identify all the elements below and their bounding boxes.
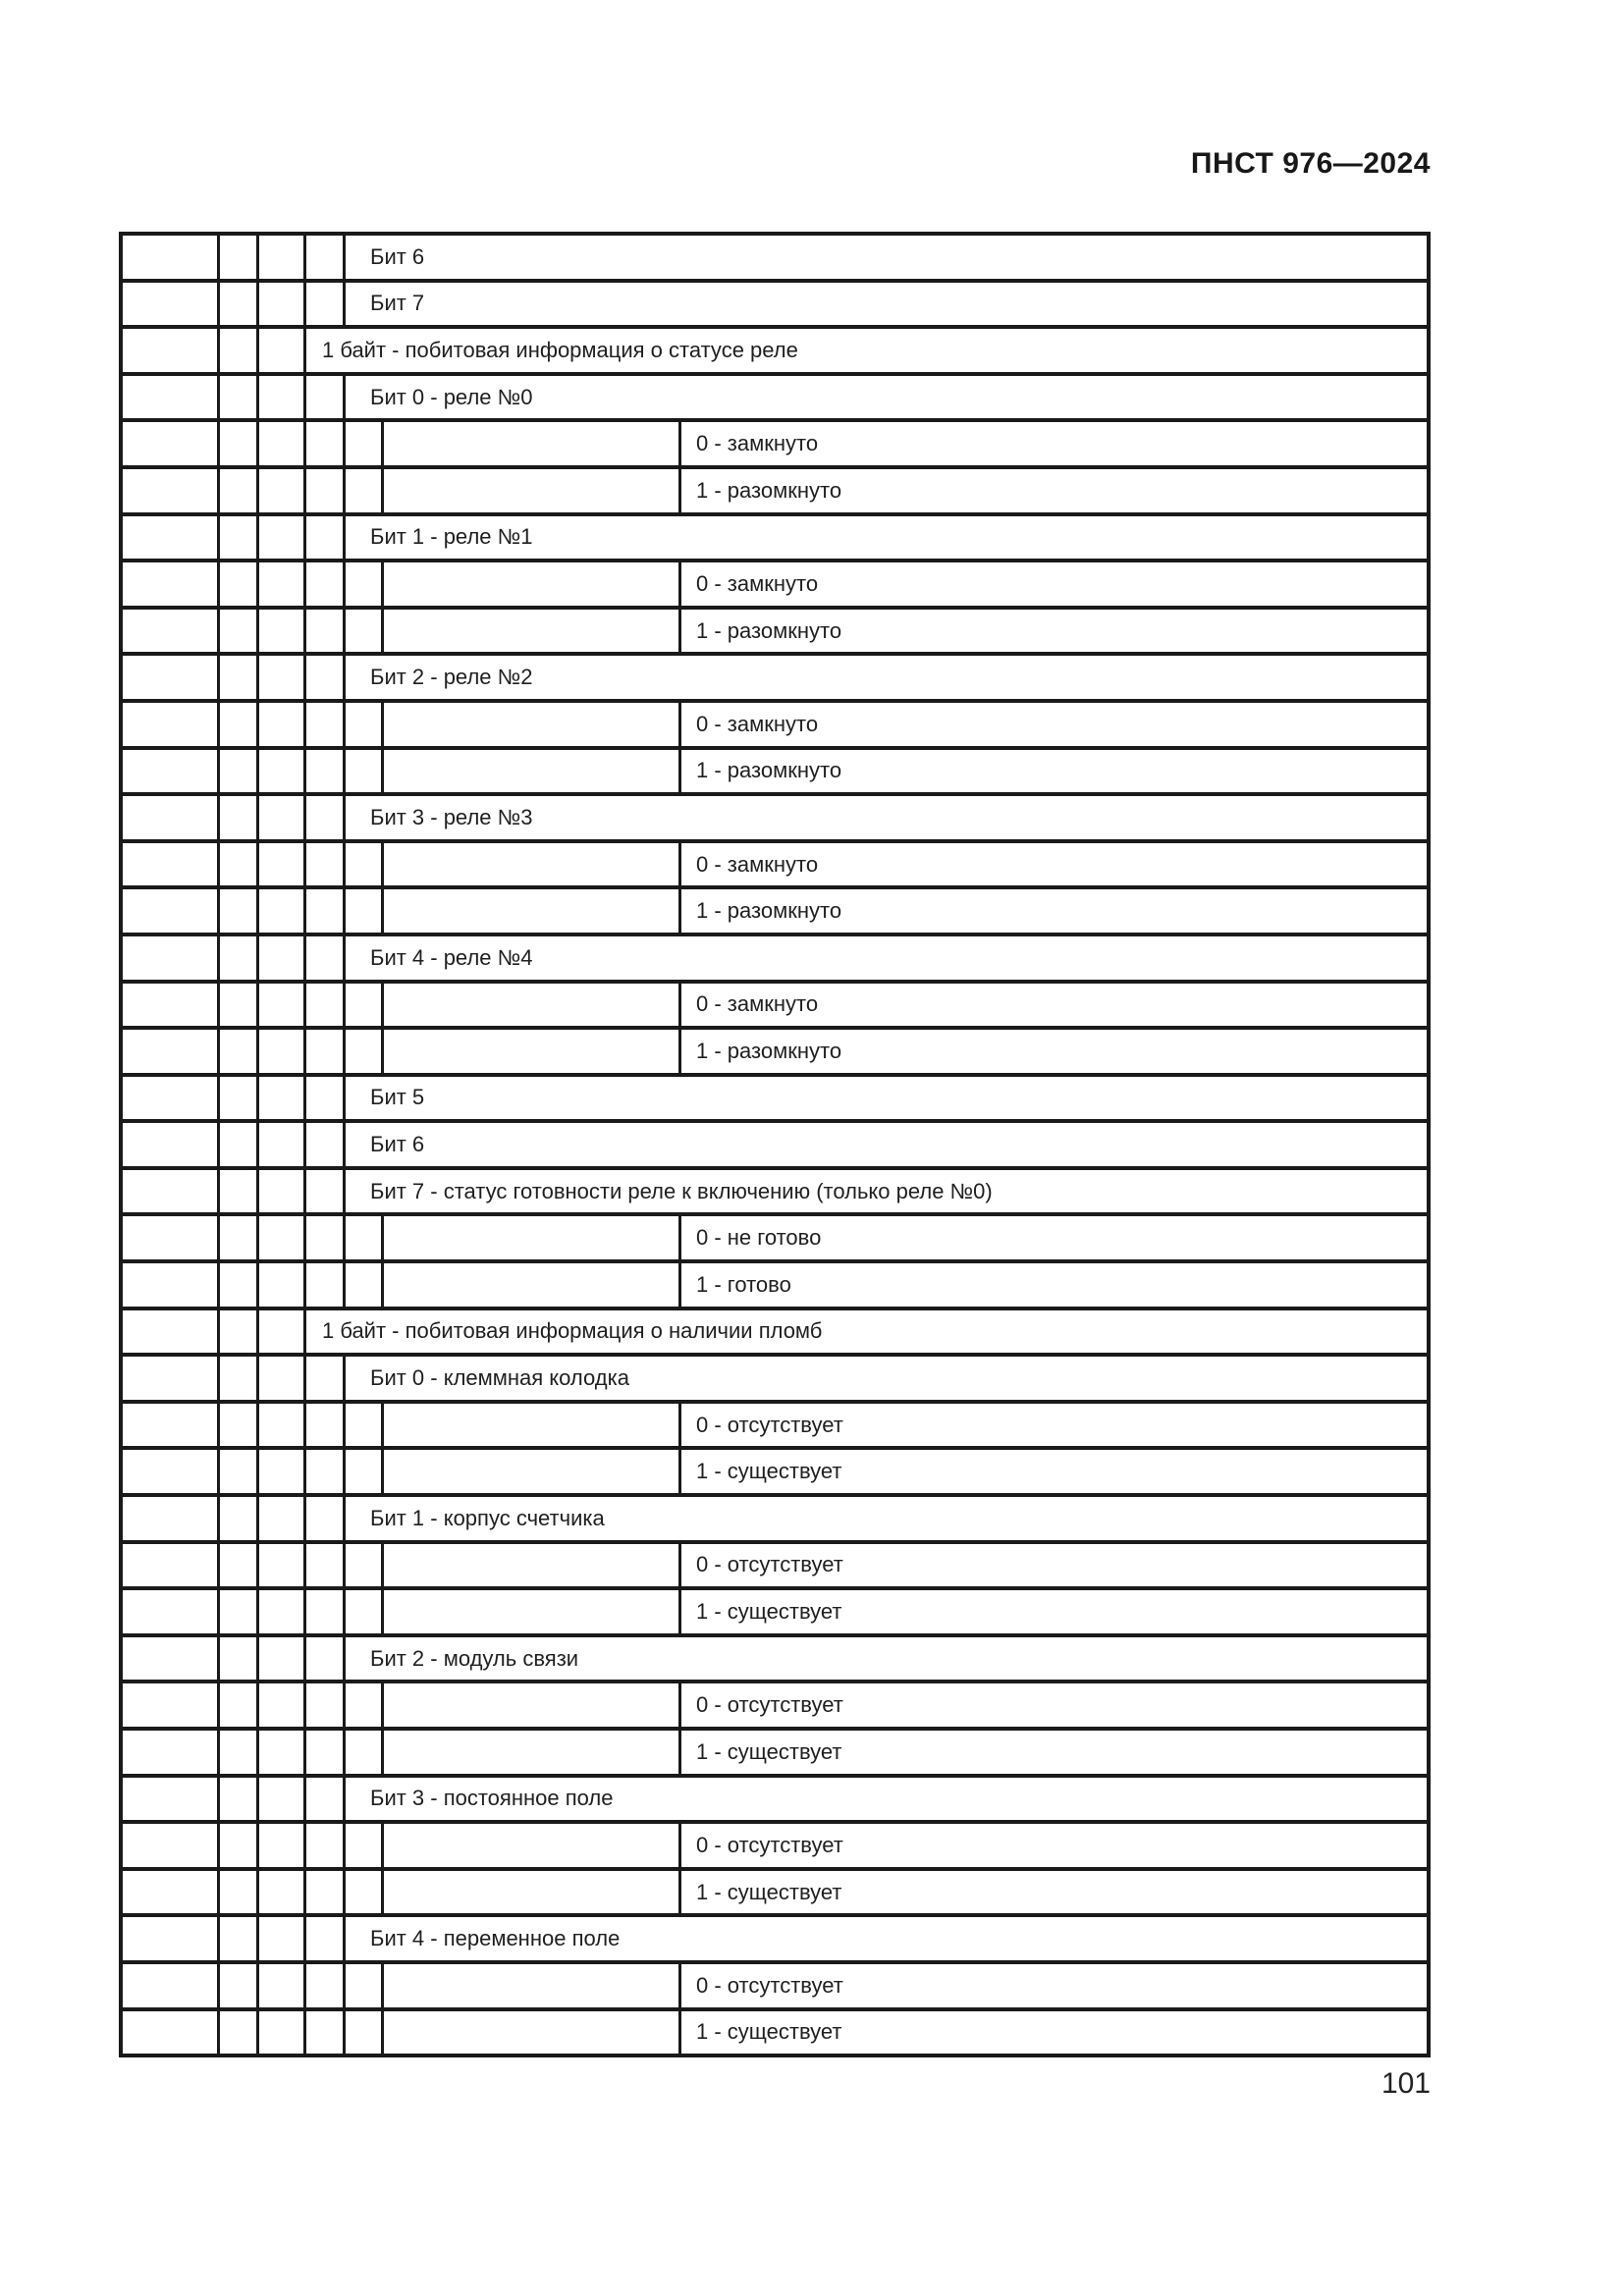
table-row <box>123 1964 1427 2011</box>
table-row <box>123 1030 1427 1077</box>
indent-cell <box>259 283 306 326</box>
table-row <box>123 516 1427 563</box>
indent-cell <box>346 422 384 465</box>
table-row <box>123 610 1427 657</box>
table-row <box>123 703 1427 750</box>
indent-cell <box>384 1683 681 1727</box>
indent-cell <box>220 1590 259 1633</box>
indent-cell <box>220 1450 259 1493</box>
indent-cell <box>346 1964 384 2007</box>
table-row <box>123 1170 1427 1217</box>
table-row <box>123 1637 1427 1684</box>
indent-cell <box>220 1123 259 1166</box>
indent-cell <box>259 516 306 560</box>
row-label: 1 - разомкнуто <box>696 1038 842 1063</box>
table-row <box>123 1683 1427 1731</box>
indent-cell <box>123 1824 220 1867</box>
indent-cell <box>306 1216 346 1259</box>
indent-cell <box>346 984 384 1027</box>
indent-cell <box>384 1544 681 1587</box>
row-label: Бит 6 <box>370 1132 425 1157</box>
indent-cell <box>346 1216 384 1259</box>
indent-cell <box>346 1263 384 1307</box>
indent-cell <box>220 1544 259 1587</box>
indent-cell <box>123 984 220 1027</box>
indent-cell <box>220 2011 259 2055</box>
indent-cell <box>220 984 259 1027</box>
indent-cell <box>306 1263 346 1307</box>
indent-cell <box>384 843 681 886</box>
indent-cell <box>220 796 259 839</box>
row-label: 0 - замкнуто <box>696 991 819 1017</box>
indent-cell <box>123 703 220 746</box>
indent-cell <box>123 1170 220 1213</box>
indent-cell <box>220 1683 259 1727</box>
table-row <box>123 422 1427 469</box>
table-row <box>123 1871 1427 1918</box>
indent-cell <box>123 1030 220 1073</box>
table-row <box>123 796 1427 843</box>
indent-cell <box>346 1450 384 1493</box>
indent-cell <box>384 1450 681 1493</box>
indent-cell <box>306 1778 346 1821</box>
indent-cell <box>346 2011 384 2055</box>
indent-cell <box>306 703 346 746</box>
indent-cell <box>306 283 346 326</box>
indent-cell <box>123 283 220 326</box>
indent-cell <box>306 1637 346 1681</box>
indent-cell <box>306 1871 346 1914</box>
table-row <box>123 750 1427 797</box>
row-label: Бит 4 - реле №4 <box>370 944 533 970</box>
row-label: 1 - существует <box>696 1459 842 1484</box>
table-row <box>123 889 1427 936</box>
table-row <box>123 1357 1427 1404</box>
indent-cell <box>123 610 220 653</box>
indent-cell <box>123 796 220 839</box>
indent-cell <box>306 469 346 512</box>
indent-cell <box>259 750 306 793</box>
page-number: 101 <box>1380 2067 1431 2100</box>
table-row <box>123 1824 1427 1871</box>
indent-cell <box>259 1263 306 1307</box>
indent-cell <box>220 376 259 419</box>
indent-cell <box>220 656 259 699</box>
row-label: 0 - замкнуто <box>696 711 819 736</box>
indent-cell <box>306 1590 346 1633</box>
indent-cell <box>259 1170 306 1213</box>
table-row <box>123 2011 1427 2055</box>
row-label: 0 - не готово <box>696 1225 822 1251</box>
row-label: 0 - отсутствует <box>696 1552 843 1577</box>
indent-cell <box>220 1170 259 1213</box>
indent-cell <box>306 1450 346 1493</box>
indent-cell <box>306 936 346 980</box>
indent-cell <box>259 422 306 465</box>
row-label: Бит 1 - реле №1 <box>370 524 533 550</box>
indent-cell <box>123 1123 220 1166</box>
table-row <box>123 1450 1427 1497</box>
indent-cell <box>220 1404 259 1447</box>
indent-cell <box>220 1917 259 1960</box>
indent-cell <box>259 1357 306 1400</box>
row-label: 1 байт - побитовая информация о статусе реле <box>322 337 798 362</box>
indent-cell <box>306 1683 346 1727</box>
indent-cell <box>123 236 220 279</box>
indent-cell <box>259 889 306 933</box>
row-label: Бит 7 - статус готовности реле к включению (только реле №0) <box>370 1178 993 1203</box>
indent-cell <box>384 1030 681 1073</box>
table-row <box>123 1263 1427 1310</box>
row-label: 1 - разомкнуто <box>696 758 842 783</box>
indent-cell <box>220 1030 259 1073</box>
indent-cell <box>346 562 384 606</box>
indent-cell <box>123 1077 220 1120</box>
indent-cell <box>384 889 681 933</box>
row-label: 1 - существует <box>696 1738 842 1764</box>
indent-cell <box>123 1404 220 1447</box>
indent-cell <box>259 1310 306 1354</box>
indent-cell <box>259 703 306 746</box>
indent-cell <box>346 1544 384 1587</box>
row-label: 1 - существует <box>696 1879 842 1904</box>
indent-cell <box>123 1731 220 1774</box>
indent-cell <box>220 562 259 606</box>
row-label: Бит 5 <box>370 1085 425 1110</box>
indent-cell <box>306 1544 346 1587</box>
indent-cell <box>123 750 220 793</box>
indent-cell <box>220 703 259 746</box>
indent-cell <box>220 1216 259 1259</box>
indent-cell <box>259 1964 306 2007</box>
indent-cell <box>384 1404 681 1447</box>
row-label: 0 - отсутствует <box>696 1972 843 1998</box>
indent-cell <box>220 1778 259 1821</box>
table-row <box>123 469 1427 516</box>
table-row <box>123 376 1427 423</box>
indent-cell <box>123 1917 220 1960</box>
indent-cell <box>384 1871 681 1914</box>
row-label: 0 - замкнуто <box>696 431 819 456</box>
indent-cell <box>220 1824 259 1867</box>
indent-cell <box>259 936 306 980</box>
indent-cell <box>384 469 681 512</box>
indent-cell <box>123 1964 220 2007</box>
indent-cell <box>306 376 346 419</box>
indent-cell <box>259 984 306 1027</box>
indent-cell <box>384 703 681 746</box>
table-row <box>123 1404 1427 1451</box>
indent-cell <box>220 889 259 933</box>
indent-cell <box>346 1824 384 1867</box>
indent-cell <box>220 469 259 512</box>
row-label: Бит 7 <box>370 291 425 316</box>
indent-cell <box>123 469 220 512</box>
row-label: 1 - существует <box>696 2019 842 2045</box>
indent-cell <box>259 329 306 372</box>
table-row <box>123 843 1427 890</box>
row-label: 1 - разомкнуто <box>696 477 842 503</box>
indent-cell <box>346 1731 384 1774</box>
indent-cell <box>384 1216 681 1259</box>
indent-cell <box>306 1917 346 1960</box>
indent-cell <box>346 703 384 746</box>
indent-cell <box>346 610 384 653</box>
indent-cell <box>384 1590 681 1633</box>
indent-cell <box>123 1544 220 1587</box>
indent-cell <box>123 2011 220 2055</box>
indent-cell <box>306 1731 346 1774</box>
indent-cell <box>384 1731 681 1774</box>
row-label: 1 байт - побитовая информация о наличии пломб <box>322 1318 823 1344</box>
indent-cell <box>306 1077 346 1120</box>
indent-cell <box>306 562 346 606</box>
indent-cell <box>306 1964 346 2007</box>
indent-cell <box>220 422 259 465</box>
indent-cell <box>123 656 220 699</box>
indent-cell <box>384 2011 681 2055</box>
table-row <box>123 656 1427 703</box>
table-row <box>123 1077 1427 1124</box>
bit-description-table <box>119 232 1431 2057</box>
indent-cell <box>306 796 346 839</box>
row-label: 1 - существует <box>696 1599 842 1625</box>
row-label: Бит 2 - модуль связи <box>370 1645 579 1671</box>
indent-cell <box>259 562 306 606</box>
table-row <box>123 562 1427 610</box>
indent-cell <box>384 1964 681 2007</box>
indent-cell <box>259 610 306 653</box>
indent-cell <box>259 1077 306 1120</box>
indent-cell <box>306 236 346 279</box>
indent-cell <box>306 843 346 886</box>
indent-cell <box>259 1824 306 1867</box>
indent-cell <box>123 1637 220 1681</box>
indent-cell <box>220 1357 259 1400</box>
indent-cell <box>220 750 259 793</box>
indent-cell <box>123 1497 220 1540</box>
indent-cell <box>220 1497 259 1540</box>
indent-cell <box>346 1871 384 1914</box>
row-label: 1 - готово <box>696 1271 791 1297</box>
indent-cell <box>259 1030 306 1073</box>
indent-cell <box>123 843 220 886</box>
indent-cell <box>259 1123 306 1166</box>
table-row <box>123 1123 1427 1170</box>
indent-cell <box>259 1590 306 1633</box>
indent-cell <box>306 422 346 465</box>
indent-cell <box>220 843 259 886</box>
indent-cell <box>123 329 220 372</box>
row-label: Бит 3 - постоянное поле <box>370 1786 614 1811</box>
indent-cell <box>346 750 384 793</box>
indent-cell <box>220 516 259 560</box>
indent-cell <box>384 1263 681 1307</box>
indent-cell <box>220 1310 259 1354</box>
indent-cell <box>346 1590 384 1633</box>
indent-cell <box>306 889 346 933</box>
indent-cell <box>123 1263 220 1307</box>
table-row <box>123 1310 1427 1358</box>
table-row <box>123 1778 1427 1825</box>
indent-cell <box>306 1030 346 1073</box>
indent-cell <box>220 283 259 326</box>
table-row <box>123 236 1427 283</box>
indent-cell <box>123 376 220 419</box>
indent-cell <box>384 562 681 606</box>
indent-cell <box>220 1263 259 1307</box>
table-row <box>123 329 1427 376</box>
indent-cell <box>306 610 346 653</box>
indent-cell <box>259 796 306 839</box>
row-label: 0 - отсутствует <box>696 1692 843 1718</box>
indent-cell <box>259 1778 306 1821</box>
row-label: 1 - разомкнуто <box>696 617 842 643</box>
indent-cell <box>346 469 384 512</box>
indent-cell <box>220 936 259 980</box>
indent-cell <box>259 236 306 279</box>
indent-cell <box>306 1123 346 1166</box>
indent-cell <box>259 376 306 419</box>
indent-cell <box>259 469 306 512</box>
indent-cell <box>123 1357 220 1400</box>
indent-cell <box>123 1310 220 1354</box>
indent-cell <box>306 1170 346 1213</box>
row-label: Бит 0 - реле №0 <box>370 384 533 409</box>
standard-number-header: ПНСТ 976—2024 <box>1190 147 1431 180</box>
indent-cell <box>259 1731 306 1774</box>
indent-cell <box>123 1778 220 1821</box>
indent-cell <box>259 656 306 699</box>
table-row <box>123 1216 1427 1263</box>
indent-cell <box>306 1404 346 1447</box>
indent-cell <box>306 656 346 699</box>
indent-cell <box>123 562 220 606</box>
indent-cell <box>384 984 681 1027</box>
indent-cell <box>220 1731 259 1774</box>
indent-cell <box>220 1964 259 2007</box>
indent-cell <box>306 1824 346 1867</box>
indent-cell <box>123 516 220 560</box>
row-label: 0 - отсутствует <box>696 1412 843 1437</box>
table-row <box>123 1917 1427 1964</box>
indent-cell <box>220 1637 259 1681</box>
indent-cell <box>384 750 681 793</box>
indent-cell <box>259 1683 306 1727</box>
row-label: Бит 0 - клеммная колодка <box>370 1365 629 1391</box>
table-row <box>123 1544 1427 1591</box>
indent-cell <box>259 1450 306 1493</box>
indent-cell <box>259 1637 306 1681</box>
indent-cell <box>346 1404 384 1447</box>
indent-cell <box>306 516 346 560</box>
indent-cell <box>220 1871 259 1914</box>
indent-cell <box>123 422 220 465</box>
indent-cell <box>306 750 346 793</box>
indent-cell <box>123 1450 220 1493</box>
row-label: 1 - разомкнуто <box>696 898 842 924</box>
indent-cell <box>306 2011 346 2055</box>
table-row <box>123 984 1427 1031</box>
row-label: Бит 6 <box>370 243 425 269</box>
indent-cell <box>259 1544 306 1587</box>
indent-cell <box>259 843 306 886</box>
indent-cell <box>220 236 259 279</box>
row-label: 0 - замкнуто <box>696 570 819 596</box>
indent-cell <box>123 889 220 933</box>
indent-cell <box>306 984 346 1027</box>
indent-cell <box>259 2011 306 2055</box>
indent-cell <box>346 1030 384 1073</box>
row-label: Бит 3 - реле №3 <box>370 804 533 829</box>
table-row <box>123 283 1427 330</box>
row-label: Бит 4 - переменное поле <box>370 1926 621 1951</box>
table-row <box>123 1590 1427 1637</box>
row-label: Бит 1 - корпус счетчика <box>370 1505 605 1530</box>
indent-cell <box>123 1590 220 1633</box>
row-label: 0 - замкнуто <box>696 851 819 877</box>
table-row <box>123 1731 1427 1778</box>
indent-cell <box>259 1871 306 1914</box>
indent-cell <box>259 1497 306 1540</box>
indent-cell <box>384 610 681 653</box>
indent-cell <box>346 889 384 933</box>
indent-cell <box>346 1683 384 1727</box>
indent-cell <box>306 1497 346 1540</box>
indent-cell <box>346 843 384 886</box>
indent-cell <box>220 1077 259 1120</box>
indent-cell <box>384 422 681 465</box>
indent-cell <box>220 329 259 372</box>
table-row <box>123 936 1427 984</box>
indent-cell <box>306 1357 346 1400</box>
indent-cell <box>123 1216 220 1259</box>
indent-cell <box>259 1216 306 1259</box>
indent-cell <box>123 1871 220 1914</box>
indent-cell <box>259 1404 306 1447</box>
indent-cell <box>384 1824 681 1867</box>
indent-cell <box>220 610 259 653</box>
row-label: Бит 2 - реле №2 <box>370 665 533 690</box>
indent-cell <box>259 1917 306 1960</box>
indent-cell <box>123 1683 220 1727</box>
row-label: 0 - отсутствует <box>696 1832 843 1857</box>
table-row <box>123 1497 1427 1544</box>
indent-cell <box>123 936 220 980</box>
